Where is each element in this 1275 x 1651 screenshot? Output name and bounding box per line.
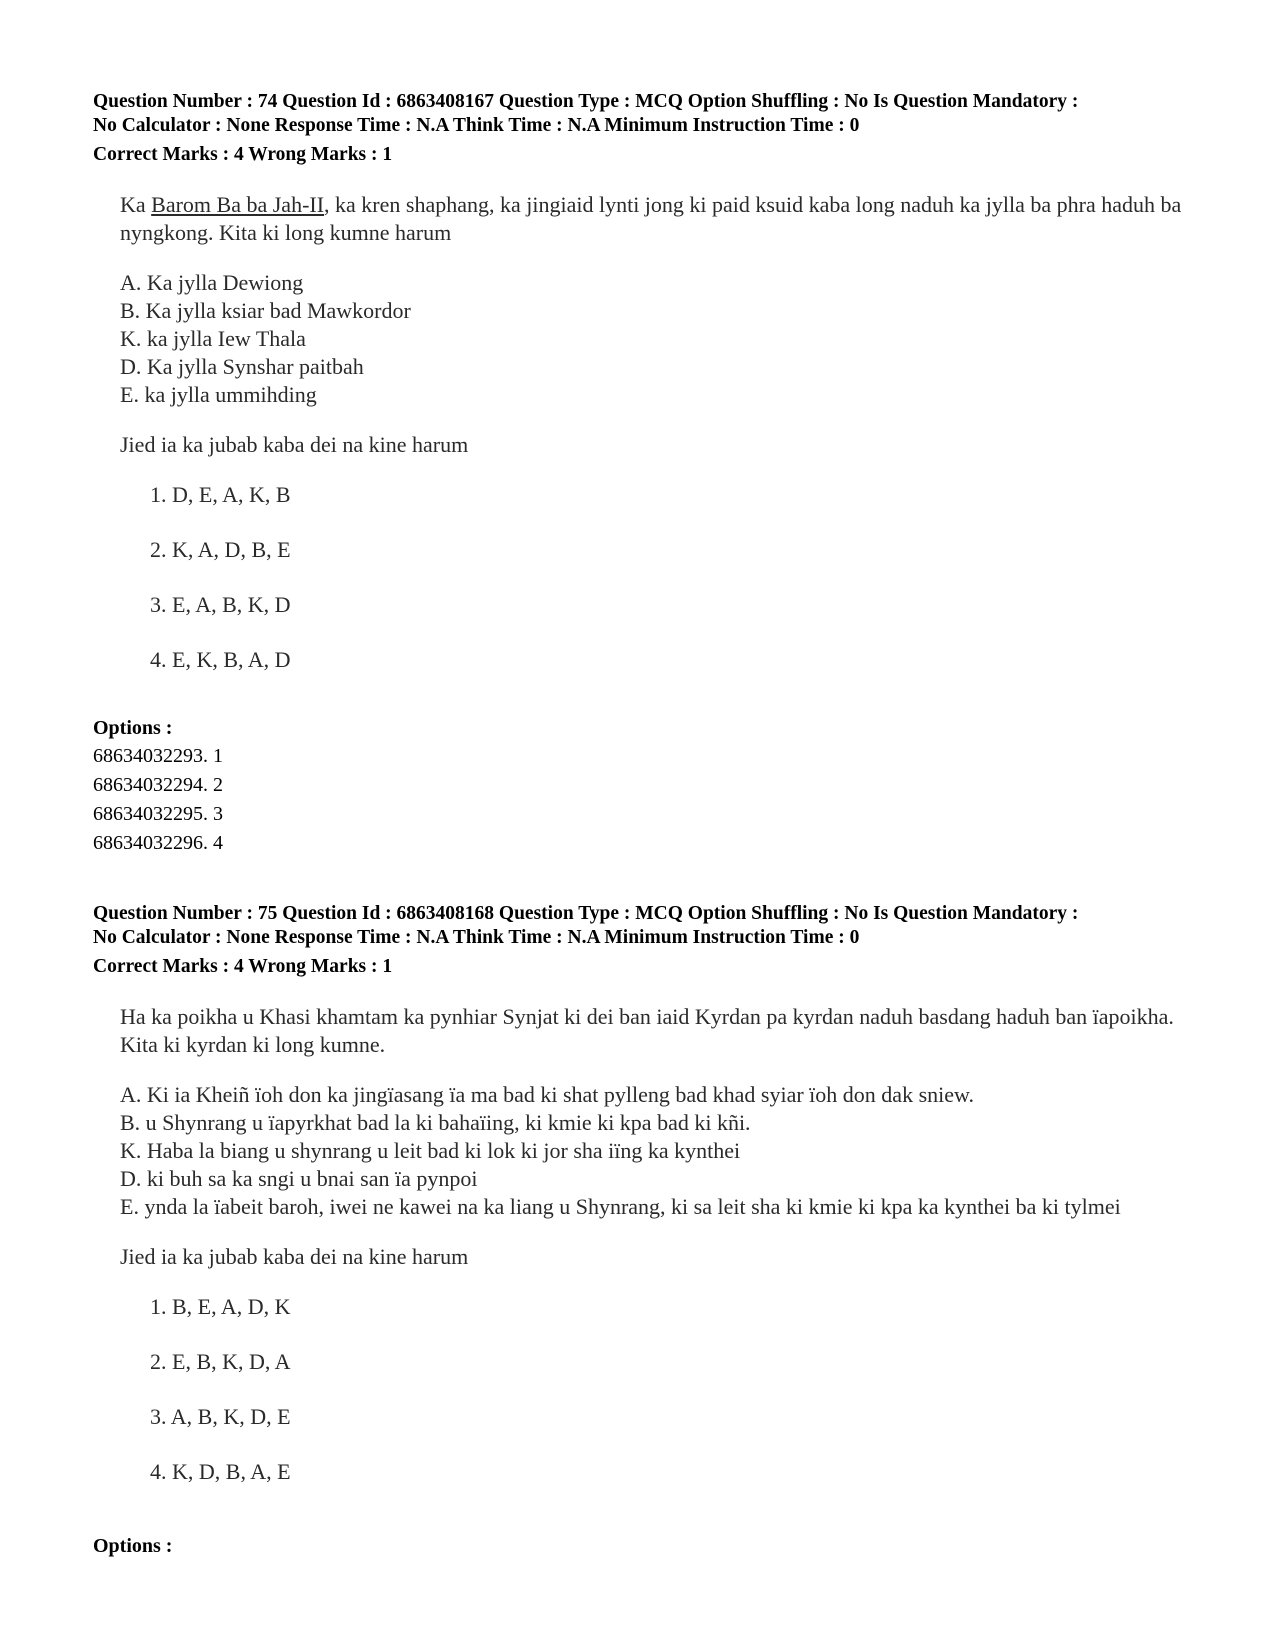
answer-choice: 4. K, D, B, A, E: [150, 1459, 291, 1484]
question-content: [120, 191, 1200, 701]
answer-choice: 2. K, A, D, B, E: [150, 537, 291, 562]
stem-prefix: Ka: [120, 192, 152, 217]
answer-choice: 4. E, K, B, A, D: [150, 647, 291, 672]
question-meta-line-2: No Calculator : None Response Time : N.A Think Time : N.A Minimum Instruction Time : 0: [93, 927, 860, 948]
question-meta-line-1: Question Number : 74 Question Id : 6863408167 Question Type : MCQ Option Shuffling : No Is Question Mandatory :: [93, 91, 1079, 112]
question-block-74: [93, 90, 1243, 701]
options-block-75: [93, 1530, 1243, 1560]
option-item: 68634032293. 1: [93, 745, 223, 767]
statement-list: [120, 1081, 1200, 1221]
statement-item: D. ki buh sa ka sngi u bnai san ïa pynpoi: [120, 1166, 478, 1191]
answer-choice: 1. B, E, A, D, K: [150, 1294, 291, 1319]
question-marks: Correct Marks : 4 Wrong Marks : 1: [93, 956, 393, 977]
statement-item: A. Ki ia Kheiñ ïoh don ka jingïasang ïa ma bad ki shat pylleng bad khad syiar ïoh don dak sniew.: [120, 1082, 974, 1107]
question-marks: Correct Marks : 4 Wrong Marks : 1: [93, 144, 393, 165]
options-title: Options :: [93, 717, 173, 739]
statement-item: K. ka jylla Iew Thala: [120, 326, 306, 351]
stem-suffix: , ka kren shaphang, ka jingiaid lynti jong ki paid ksuid kaba long naduh ka jylla ba phra haduh ba nyngkong. Kita ki long kumne harum: [120, 192, 1182, 245]
question-meta: [93, 90, 1243, 138]
question-content: [120, 1003, 1200, 1513]
question-stem: [120, 191, 1200, 247]
options-block-74: [93, 712, 1243, 858]
answer-choice: 3. E, A, B, K, D: [150, 592, 291, 617]
stem-underlined-term: Barom Ba ba Jah-II: [151, 192, 325, 217]
statement-item: K. Haba la biang u shynrang u leit bad ki lok ki jor sha iïng ka kynthei: [120, 1138, 741, 1163]
option-item: 68634032296. 4: [93, 832, 223, 854]
answer-choice: 1. D, E, A, K, B: [150, 482, 291, 507]
question-meta: [93, 902, 1243, 950]
statement-item: B. Ka jylla ksiar bad Mawkordor: [120, 298, 411, 323]
statement-list: [120, 269, 1200, 409]
answer-choice-list: [150, 481, 1200, 701]
answer-choice: 3. A, B, K, D, E: [150, 1404, 291, 1429]
statement-item: B. u Shynrang u ïapyrkhat bad la ki bahaïing, ki kmie ki kpa bad ki kñi.: [120, 1110, 751, 1135]
statement-item: E. ka jylla ummihding: [120, 382, 317, 407]
option-item: 68634032294. 2: [93, 774, 223, 796]
question-instruction: Jied ia ka jubab kaba dei na kine harum: [120, 432, 469, 457]
statement-item: A. Ka jylla Dewiong: [120, 270, 304, 295]
question-block-75: [93, 902, 1243, 1513]
question-stem: Ha ka poikha u Khasi khamtam ka pynhiar Synjat ki dei ban iaid Kyrdan pa kyrdan naduh basdang haduh ban ïapoikha. Kita ki kyrdan ki long kumne.: [120, 1004, 1174, 1057]
statement-item: E. ynda la ïabeit baroh, iwei ne kawei na ka liang u Shynrang, ki sa leit sha ki kmie ki kpa ka kynthei ba ki tylmei: [120, 1194, 1121, 1219]
question-meta-line-2: No Calculator : None Response Time : N.A Think Time : N.A Minimum Instruction Time : 0: [93, 115, 860, 136]
question-meta-line-1: Question Number : 75 Question Id : 6863408168 Question Type : MCQ Option Shuffling : No Is Question Mandatory :: [93, 903, 1079, 924]
question-instruction: Jied ia ka jubab kaba dei na kine harum: [120, 1244, 469, 1269]
answer-choice: 2. E, B, K, D, A: [150, 1349, 291, 1374]
statement-item: D. Ka jylla Synshar paitbah: [120, 354, 364, 379]
options-title: Options :: [93, 1535, 173, 1557]
option-item: 68634032295. 3: [93, 803, 223, 825]
answer-choice-list: [150, 1293, 1200, 1513]
